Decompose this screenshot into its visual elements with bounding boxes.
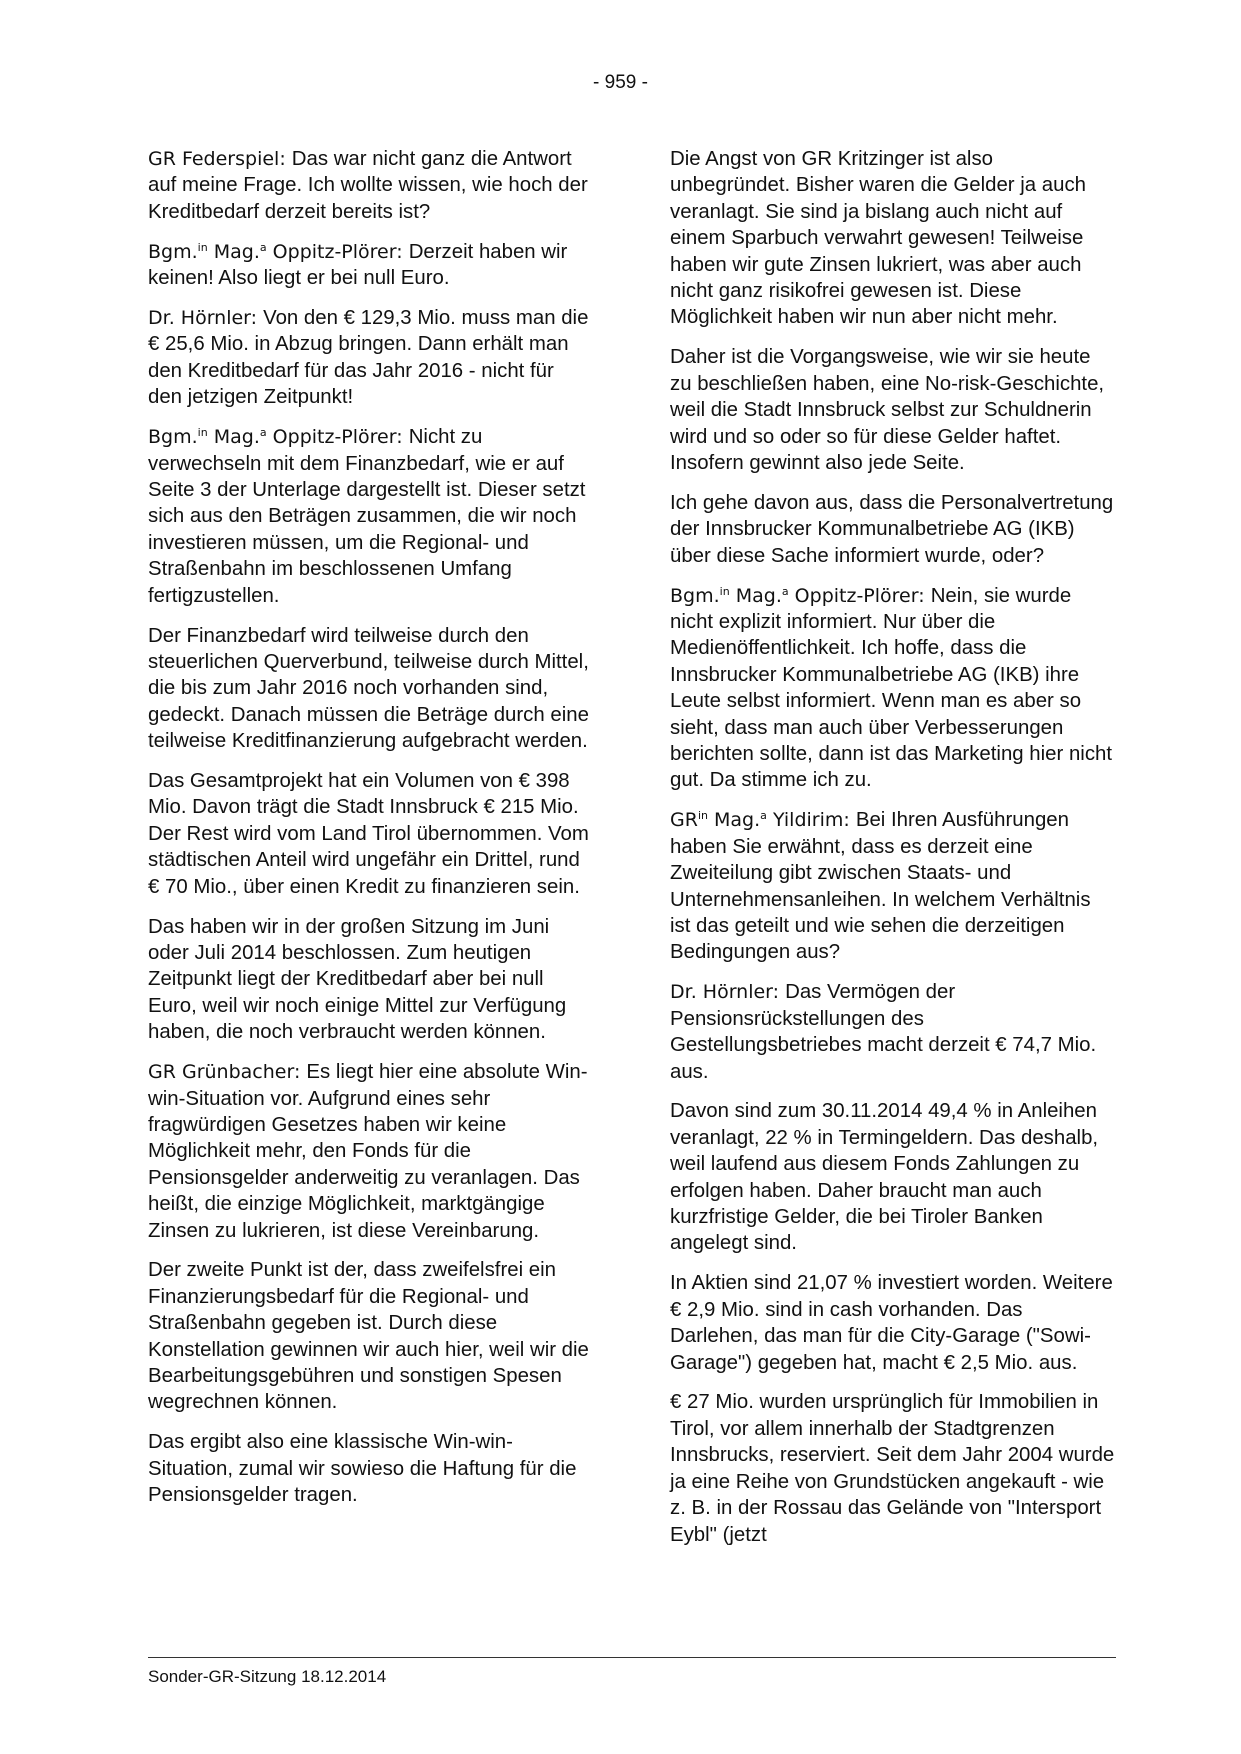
paragraph: Ich gehe davon aus, dass die Personalvertretung der Innsbrucker Kommunalbetriebe AG (IKB) über diese Sache informiert wurde, oder? [670, 491, 1114, 567]
paragraph: Das ergibt also eine klassische Win-win-Situation, zumal wir sowieso die Haftung für die Pensionsgelder tragen. [148, 1431, 577, 1507]
footer-session-label: Sonder-GR-Sitzung 18.12.2014 [148, 1667, 387, 1686]
paragraph-text: Es liegt hier eine absolute Win-win-Situation vor. Aufgrund eines sehr fragwürdigen Gesetzes haben wir keine Möglichkeit mehr, den Fonds für die Pensionsgelder anderweitig zu veranlagen. Das heißt, die einzige Möglichkeit, marktgängige Zinsen zu lukrieren, ist diese Vereinbarung. [148, 1061, 588, 1242]
paragraph: Das haben wir in der großen Sitzung im Juni oder Juli 2014 beschlossen. Zum heutigen Zeitpunkt liegt der Kreditbedarf aber bei null Euro, weil wir noch einige Mittel zur Verfügung haben, die noch verbraucht werden können. [148, 915, 567, 1044]
paragraph-text: Das war nicht ganz die Antwort auf meine Frage. Ich wollte wissen, wie hoch der Kreditbedarf derzeit bereits ist? [148, 148, 588, 223]
speaker-name: Bgm.$^{in}$ Mag.$^a$ Oppitz-Plörer: [148, 426, 409, 449]
speaker-name: Dr. Hörnler [148, 307, 251, 330]
paragraph: In Aktien sind 21,07 % investiert worden. Weitere € 2,9 Mio. sind in cash vorhanden. Das Darlehen, das man für die City-Garage ("Sowi-Garage") gegeben hat, macht € 2,5 Mio. aus. [670, 1272, 1113, 1374]
speaker-name: Bgm.$^{in}$ Mag.$^a$ Oppitz-Plörer: [670, 584, 931, 607]
paragraph [148, 239, 593, 292]
paragraph: € 27 Mio. wurden ursprünglich für Immobilien in Tirol, vor allem innerhalb der Stadtgrenzen Innsbrucks, reserviert. Seit dem Jahr 2004 wurde ja eine Reihe von Grundstücken angekauft - wie z. B. in der Rossau das Gelände von "Intersport Eybl" (jetzt [670, 1391, 1115, 1546]
speaker-name: Bgm.$^{in}$ Mag.$^a$ Oppitz-Plörer: [148, 240, 409, 263]
footer-divider [148, 1657, 1116, 1658]
right-column [670, 146, 1116, 1561]
page-number: - 959 - [593, 72, 648, 93]
paragraph [670, 583, 1116, 794]
paragraph-text: Nein, sie wurde nicht explizit informiert. Nur über die Medienöffentlichkeit. Ich hoffe, dass die Innsbrucker Kommunalbetriebe AG (IKB) ihre Leute selbst informiert. Wenn man es aber so sieht, dass man auch über Verbesserungen berichten sollte, dann ist das Marketing hier nicht gut. Da stimme ich zu. [670, 584, 1113, 792]
speaker-name: GR Grünbacher [148, 1061, 294, 1084]
paragraph: Das Gesamtprojekt hat ein Volumen von € 398 Mio. Davon trägt die Stadt Innsbruck € 215 Mio. Der Rest wird vom Land Tirol übernommen. Vom städtischen Anteil wird ungefähr ein Drittel, rund € 70 Mio., über einen Kredit zu finanzieren sein. [148, 770, 589, 898]
paragraph [148, 424, 593, 609]
paragraph: Daher ist die Vorgangsweise, wie wir sie heute zu beschließen haben, eine No-risk-Geschichte, weil die Stadt Innsbruck selbst zur Schuldnerin wird und so oder so für diese Gelder haftet. Insofern gewinnt also jede Seite. [670, 346, 1105, 474]
speaker-name: GR Federspiel [148, 148, 280, 170]
paragraph: Dr. Hörnler: Das Vermögen der Pensionsrückstellungen des Gestellungsbetriebes macht derzeit € 74,7 Mio. aus. [670, 981, 1097, 1083]
paragraph-text: Von den € 129,3 Mio. muss man die € 25,6 Mio. in Abzug bringen. Dann erhält man den Kreditbedarf für das Jahr 2016 - nicht für den jetzigen Zeitpunkt! [148, 307, 589, 409]
paragraph: GR Federspiel: Das war nicht ganz die Antwort auf meine Frage. Ich wollte wissen, wie hoch der Kreditbedarf derzeit bereits ist? [148, 148, 588, 223]
paragraph: Dr. Hörnler: Von den € 129,3 Mio. muss man die € 25,6 Mio. in Abzug bringen. Dann erhält man den Kreditbedarf für das Jahr 2016 - nicht für den jetzigen Zeitpunkt! [148, 307, 589, 409]
speaker-name: $GR^{in}$ Mag.$^a$ Yildirim: [670, 809, 856, 832]
paragraph-text: Das Vermögen der Pensionsrückstellungen des Gestellungsbetriebes macht derzeit € 74,7 Mio. aus. [670, 981, 1097, 1083]
paragraph-text: Bei Ihren Ausführungen haben Sie erwähnt, dass es derzeit eine Zweiteilung gibt zwischen Staats- und Unternehmensanleihen. In welchem Verhältnis ist das geteilt und wie sehen die derzeitigen Bedingungen aus? [670, 809, 1091, 964]
paragraph [670, 807, 1116, 965]
speaker-name: Dr. Hörnler [670, 981, 773, 1004]
left-column [148, 146, 593, 1522]
paragraph: Davon sind zum 30.11.2014 49,4 % in Anleihen veranlagt, 22 % in Termingeldern. Das deshalb, weil laufend aus diesem Fonds Zahlungen zu erfolgen haben. Daher braucht man auch kurzfristige Gelder, die bei Tiroler Banken angelegt sind. [670, 1100, 1099, 1255]
paragraph: Der Finanzbedarf wird teilweise durch den steuerlichen Querverbund, teilweise durch Mittel, die bis zum Jahr 2016 noch vorhanden sind, gedeckt. Danach müssen die Beträge durch eine teilweise Kreditfinanzierung aufgebracht werden. [148, 624, 589, 753]
paragraph: GR Grünbacher: Es liegt hier eine absolute Win-win-Situation vor. Aufgrund eines sehr fragwürdigen Gesetzes haben wir keine Möglichkeit mehr, den Fonds für die Pensionsgelder anderweitig zu veranlagen. Das heißt, die einzige Möglichkeit, marktgängige Zinsen zu lukrieren, ist diese Vereinbarung. [148, 1061, 588, 1242]
paragraph-text: Derzeit haben wir keinen! Also liegt er bei null Euro. [148, 240, 568, 290]
paragraph-text: Nicht zu verwechseln mit dem Finanzbedarf, wie er auf Seite 3 der Unterlage dargestellt ist. Dieser setzt sich aus den Beträgen zusammen, die wir noch investieren müssen, um die Regional- und Straßenbahn im beschlossenen Umfang fertigzustellen. [148, 426, 586, 607]
paragraph: Die Angst von GR Kritzinger ist also unbegründet. Bisher waren die Gelder ja auch veranlagt. Sie sind ja bislang auch nicht auf einem Sparbuch verwahrt gewesen! Teilweise haben wir gute Zinsen lukriert, was aber auch nicht ganz risikofrei gewesen ist. Diese Möglichkeit haben wir nun aber nicht mehr. [670, 148, 1087, 329]
paragraph: Der zweite Punkt ist der, dass zweifelsfrei ein Finanzierungsbedarf für die Regional- und Straßenbahn gegeben ist. Durch diese Konstellation gewinnen wir auch hier, weil wir die Bearbeitungsgebühren und sonstigen Spesen wegrechnen können. [148, 1259, 589, 1414]
